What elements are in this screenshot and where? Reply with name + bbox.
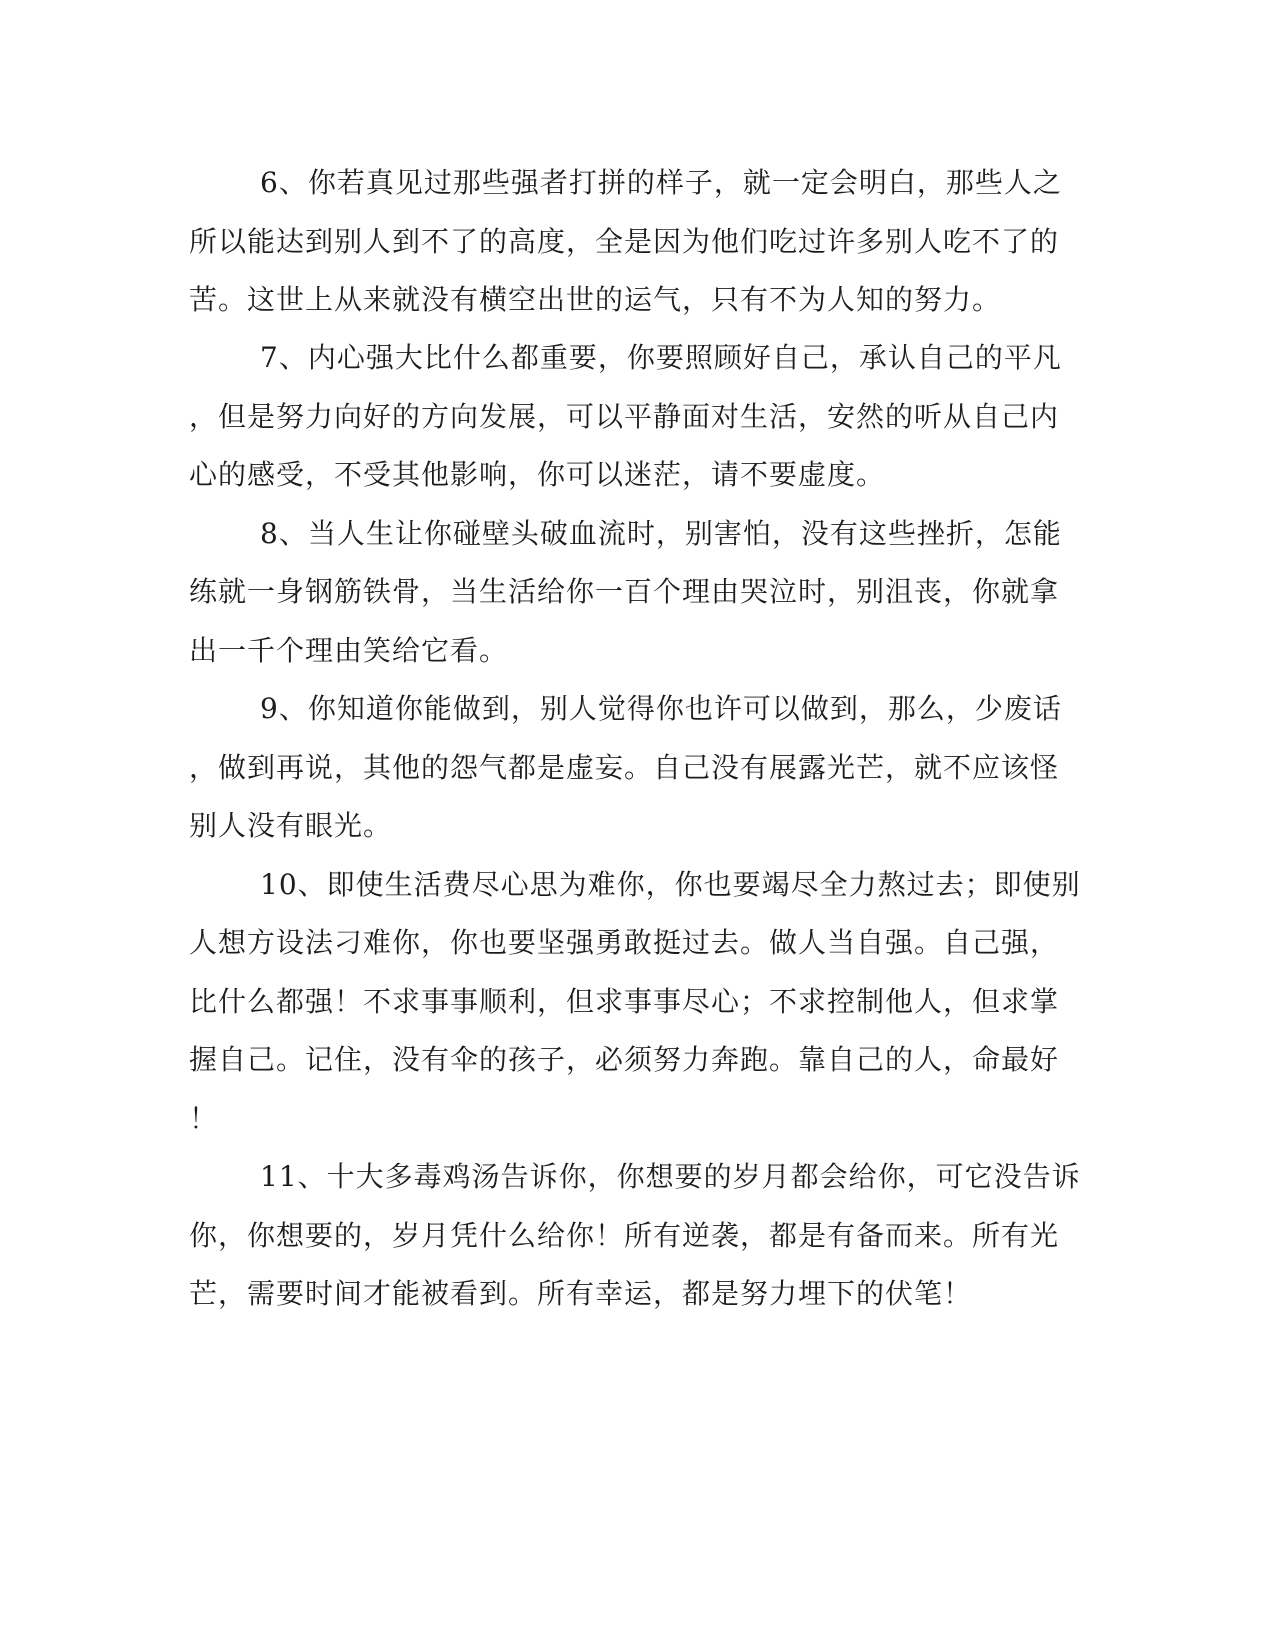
paragraph-6-line-3: 苦。这世上从来就没有横空出世的运气，只有不为人知的努力。 bbox=[189, 283, 1002, 316]
paragraph-9-line-3: 别人没有眼光。 bbox=[189, 809, 393, 842]
paragraph-8-line-2: 练就一身钢筋铁骨，当生活给你一百个理由哭泣时，别沮丧，你就拿 bbox=[189, 575, 1060, 608]
paragraph-7-line-2: ，但是努力向好的方向发展，可以平静面对生活，安然的听从自己内 bbox=[189, 400, 1060, 433]
paragraph-10-line-2: 人想方设法刁难你，你也要坚强勇敢挺过去。做人当自强。自己强， bbox=[189, 926, 1060, 959]
paragraph-7-line-3: 心的感受，不受其他影响，你可以迷茫，请不要虚度。 bbox=[189, 458, 886, 491]
paragraph-9-line-2: ，做到再说，其他的怨气都是虚妄。自己没有展露光芒，就不应该怪 bbox=[189, 751, 1060, 784]
paragraph-8-line-1: 8、当人生让你碰壁头破血流时，别害怕，没有这些挫折，怎能 bbox=[260, 517, 1062, 550]
paragraph-11-line-1: 11、十大多毒鸡汤告诉你，你想要的岁月都会给你，可它没告诉 bbox=[260, 1160, 1081, 1193]
paragraph-6-line-2: 所以能达到别人到不了的高度，全是因为他们吃过许多别人吃不了的 bbox=[189, 225, 1060, 258]
paragraph-11-line-2: 你，你想要的，岁月凭什么给你！所有逆袭，都是有备而来。所有光 bbox=[189, 1219, 1060, 1252]
paragraph-9-line-1: 9、你知道你能做到，别人觉得你也许可以做到，那么，少废话 bbox=[260, 692, 1062, 725]
paragraph-7-line-1: 7、内心强大比什么都重要，你要照顾好自己，承认自己的平凡 bbox=[260, 341, 1062, 374]
paragraph-11-line-3: 芒，需要时间才能被看到。所有幸运，都是努力埋下的伏笔！ bbox=[189, 1277, 973, 1310]
paragraph-10-line-4: 握自己。记住，没有伞的孩子，必须努力奔跑。靠自己的人，命最好 bbox=[189, 1043, 1060, 1076]
paragraph-10-line-5: ！ bbox=[189, 1102, 219, 1135]
paragraph-10-line-3: 比什么都强！不求事事顺利，但求事事尽心；不求控制他人，但求掌 bbox=[189, 985, 1060, 1018]
paragraph-6-line-1: 6、你若真见过那些强者打拼的样子，就一定会明白，那些人之 bbox=[260, 166, 1062, 199]
paragraph-8-line-3: 出一千个理由笑给它看。 bbox=[189, 634, 509, 667]
paragraph-10-line-1: 10、即使生活费尽心思为难你，你也要竭尽全力熬过去；即使别 bbox=[260, 868, 1081, 901]
